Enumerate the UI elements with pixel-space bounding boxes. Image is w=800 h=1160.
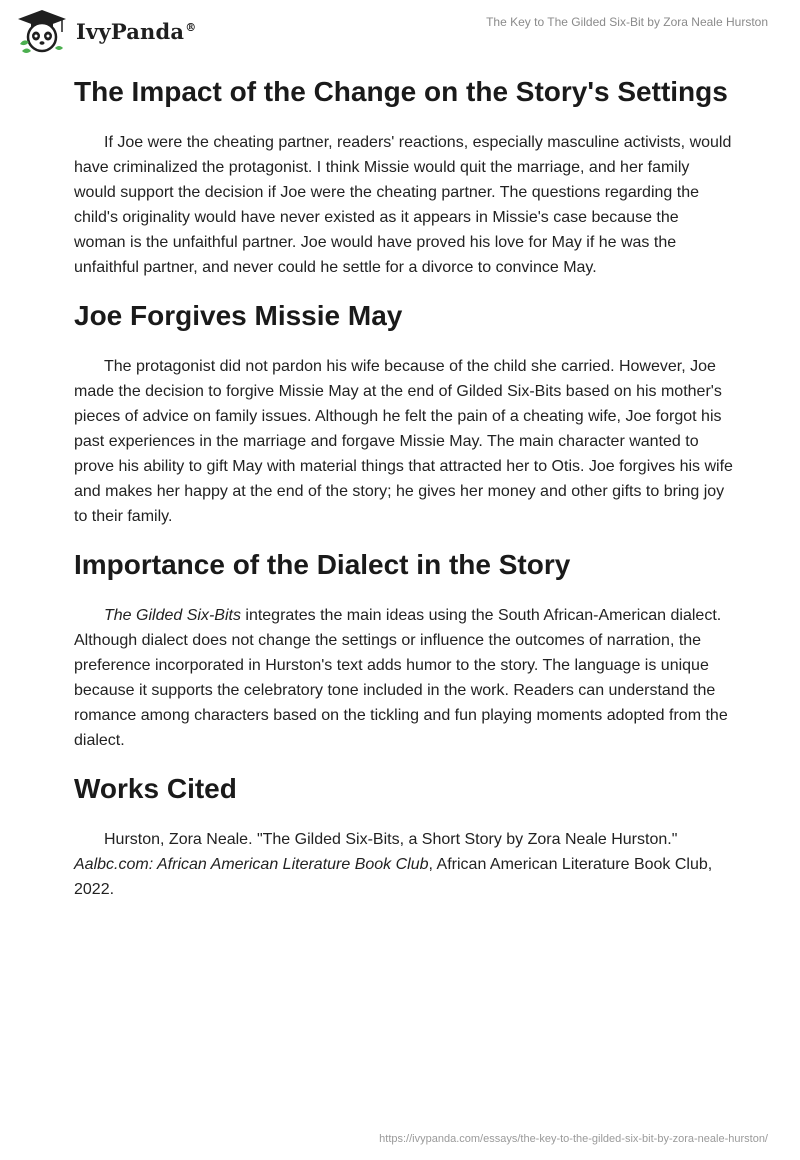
section-paragraph: The Gilded Six-Bits integrates the main ideas using the South African-American dialect. Although dialect does not change the settings or influence the outcomes of narration, the preference incorporated in Hurston's text adds humor to the story. The language is unique because it supports the celebratory tone included in the work. Readers can understand the romance among characters based on the tickling and fun playing moments adopted from the dialect. [74,607,728,749]
citation-entry: Hurston, Zora Neale. "The Gilded Six-Bits, a Short Story by Zora Neale Hurston." Aalbc.com: African American Literature Book Club, African American Literature Book Club, 2022. [74,831,713,898]
citation-source-italic: Aalbc.com: African American Literature Book Club [74,856,429,873]
section-paragraph: The protagonist did not pardon his wife because of the child she carried. However, Joe made the decision to forgive Missie May at the end of Gilded Six-Bits based on his mother's pieces of advice on family issues. Although he felt the pain of a cheating wife, Joe forgot his past experiences in the marriage and forgave Missie May. The main character wanted to prove his ability to gift May with material things that attracted her to Otis. Joe forgives his wife and makes her happy at the end of the story; he gives her money and other gifts to bring joy to their family. [74,358,733,525]
essay-body [74,72,734,918]
panda-graduate-icon [14,8,70,54]
ivypanda-logo[interactable] [14,8,196,54]
source-url[interactable]: https://ivypanda.com/essays/the-key-to-the-gilded-six-bit-by-zora-neale-hurston/ [379,1133,768,1145]
section-settings-impact [74,72,734,280]
section-heading: Importance of the Dialect in the Story [74,549,571,580]
section-paragraph: If Joe were the cheating partner, readers' reactions, especially masculine activists, would have criminalized the protagonist. I think Missie would quit the marriage, and her family would support the decision if Joe were the cheating partner. The questions regarding the child's originality would have never existed as it appears in Missie's case because the woman is the unfaithful partner. Joe would have proved his love for May if he was the unfaithful partner, and never could he settle for a divorce to convince May. [74,134,732,276]
section-joe-forgives [74,296,734,529]
section-heading: The Impact of the Change on the Story's Settings [74,76,728,107]
section-heading: Joe Forgives Missie May [74,300,403,331]
brand-name: IvyPanda® [76,18,197,44]
section-heading: Works Cited [74,773,237,804]
section-dialect [74,545,734,753]
page-header [0,0,800,70]
section-works-cited [74,769,734,902]
book-title-italic: The Gilded Six-Bits [104,607,241,624]
document-title: The Key to The Gilded Six-Bit by Zora Neale Hurston [486,15,768,29]
